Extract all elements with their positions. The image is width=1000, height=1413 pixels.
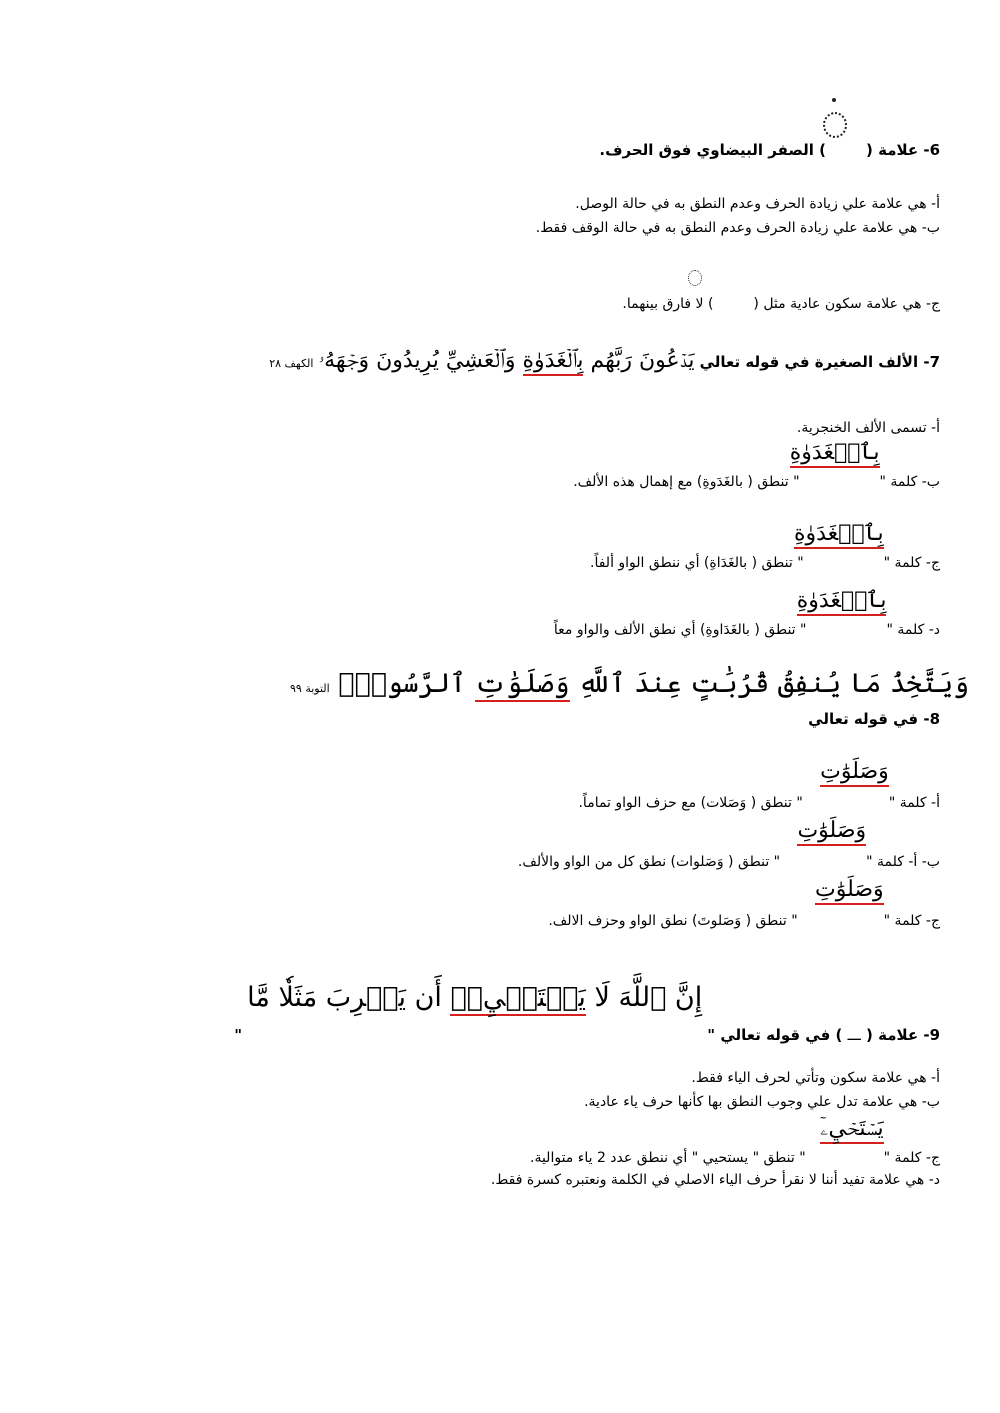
q6-heading-suffix: ) الصفر البيضاوي فوق الحرف. <box>599 141 827 159</box>
q7-option-c-prefix: ج- كلمة " <box>883 555 940 571</box>
q8-option-a-word: وَصَلَوَٰتِ <box>820 759 889 787</box>
q8-option-b-word: وَصَلَوَٰتِ <box>797 818 866 846</box>
q6-heading <box>599 141 940 159</box>
q7-option-b-suffix: " تنطق ( بالغَدَوةِ) مع إهمال هذه الألف. <box>573 474 800 490</box>
q6-option-c-suffix: ) لا فارق بينهما. <box>622 296 714 312</box>
q7-option-c-word: بِٱلۡغَدَوٰةِ <box>794 521 884 549</box>
q7-option-d <box>553 588 940 638</box>
q9-option-c-word: يَسۡتَحۡيِۦٓ <box>820 1116 884 1144</box>
q8-heading: 8- في قوله تعالي <box>808 710 940 728</box>
q8-verse <box>290 668 969 699</box>
q8-option-b <box>517 818 940 870</box>
q9-verse-highlight: يَسۡتَحۡيِۦٓ <box>450 982 585 1016</box>
q7-option-b <box>573 440 940 490</box>
q7-option-b-word: بِٱلۡغَدَوٰةِ <box>790 440 880 468</box>
q9-option-b: ب- هي علامة تدل علي وجوب النطق بها كأنها حرف ياء عادية. <box>584 1094 940 1110</box>
q9-verse <box>247 982 702 1016</box>
q7-verse-highlight: بِٱلۡغَدَوٰةِ <box>523 348 584 376</box>
q7-option-c-suffix: " تنطق ( بالغَدَاةِ) أي ننطق الواو ألفاً. <box>590 555 804 571</box>
q7-verse <box>319 348 695 376</box>
q7-heading-line <box>269 348 940 373</box>
q7-surah-ref: الكهف ٢٨ <box>269 357 314 370</box>
q8-option-c-word: وَصَلَوَٰتِ <box>815 877 884 905</box>
q8-option-a-prefix: أ- كلمة " <box>888 795 940 811</box>
q8-option-a <box>578 759 940 811</box>
q7-heading: 7- الألف الصغيرة في قوله تعالي <box>699 353 940 371</box>
q9-option-d: د- هي علامة تفيد أننا لا نقرأ حرف الياء الاصلي في الكلمة ونعتبره كسرة فقط. <box>490 1172 940 1188</box>
q8-option-b-prefix: ب- أ- كلمة " <box>866 854 940 870</box>
q8-verse-start: وَيَتَّخِذُ مَا يُنفِقُ قُرُبَٰتٍ عِندَ ٱللَّهِ <box>569 668 970 699</box>
q6-option-c-prefix: ج- هي علامة سكون عادية مثل ( <box>753 296 940 312</box>
q6-option-c <box>622 296 940 312</box>
zero-mark-circle-small <box>688 270 702 286</box>
q9-option-c-prefix: ج- كلمة " <box>883 1150 940 1166</box>
q7-verse-end: وَٱلۡعَشِيِّ يُرِيدُونَ وَجۡهَهُۥ <box>318 348 523 373</box>
q7-option-a: أ- تسمى الألف الخنجرية. <box>796 420 940 436</box>
q9-heading-line <box>234 982 940 1044</box>
q9-verse-start: إِنَّ ٱللَّهَ لَا <box>585 982 703 1013</box>
q9-closing-quote: " <box>234 1026 243 1044</box>
q9-heading-prefix: 9- علامة ( <box>866 1026 940 1044</box>
q8-verse-end: ٱلرَّسُولِۚ <box>338 668 475 699</box>
q8-option-c-prefix: ج- كلمة " <box>883 913 940 929</box>
q9-option-a: أ- هي علامة سكون وتأتي لحرف الياء فقط. <box>691 1070 940 1086</box>
small-dotted-circle-icon <box>688 270 702 286</box>
q7-option-d-word: بِٱلۡغَدَوٰةِ <box>797 588 887 616</box>
zero-mark-circle-large <box>823 112 845 136</box>
q6-heading-prefix: 6- علامة ( <box>866 141 940 159</box>
q7-option-d-prefix: د- كلمة " <box>886 622 940 638</box>
q8-verse-highlight: وَصَلَوَٰتِ <box>475 668 570 702</box>
q8-surah-ref: التوبة ٩٩ <box>290 682 330 695</box>
q9-option-c-suffix: " تنطق " يستحيي " أي ننطق عدد 2 ياء متوالية. <box>530 1150 806 1166</box>
q7-verse-start: يَدۡعُونَ رَبَّهُم <box>583 348 695 373</box>
q6-option-a: أ- هي علامة علي زيادة الحرف وعدم النطق به في حالة الوصل. <box>575 196 940 212</box>
q8-option-a-suffix: " تنطق ( وَصَلات) مع حزف الواو تماماً. <box>578 795 803 811</box>
q9-heading-mark: ـــ <box>847 1026 861 1044</box>
q8-option-b-suffix: " تنطق ( وَصَلوات) نطق كل من الواو والألف. <box>517 854 781 870</box>
q6-option-b: ب- هي علامة علي زيادة الحرف وعدم النطق به في حالة الوقف فقط. <box>535 220 940 236</box>
q9-option-c <box>530 1116 940 1166</box>
q9-verse-end: أَن يَضۡرِبَ مَثَلٗا مَّا <box>247 982 451 1013</box>
q7-option-d-suffix: " تنطق ( بالغَدَاوةِ) أي نطق الألف والواو معاً <box>553 622 807 638</box>
dot-icon <box>832 98 836 102</box>
q8-option-c-suffix: " تنطق ( وَصَلوتَ) نطق الواو وحزف الالف. <box>548 913 798 929</box>
q7-option-b-prefix: ب- كلمة " <box>879 474 940 490</box>
q9-heading-suffix: ) في قوله تعالي " <box>707 1026 843 1044</box>
q9-heading <box>707 1026 940 1044</box>
dotted-circle-icon <box>823 112 847 138</box>
q8-option-c <box>548 877 940 929</box>
q7-option-c <box>590 521 940 571</box>
